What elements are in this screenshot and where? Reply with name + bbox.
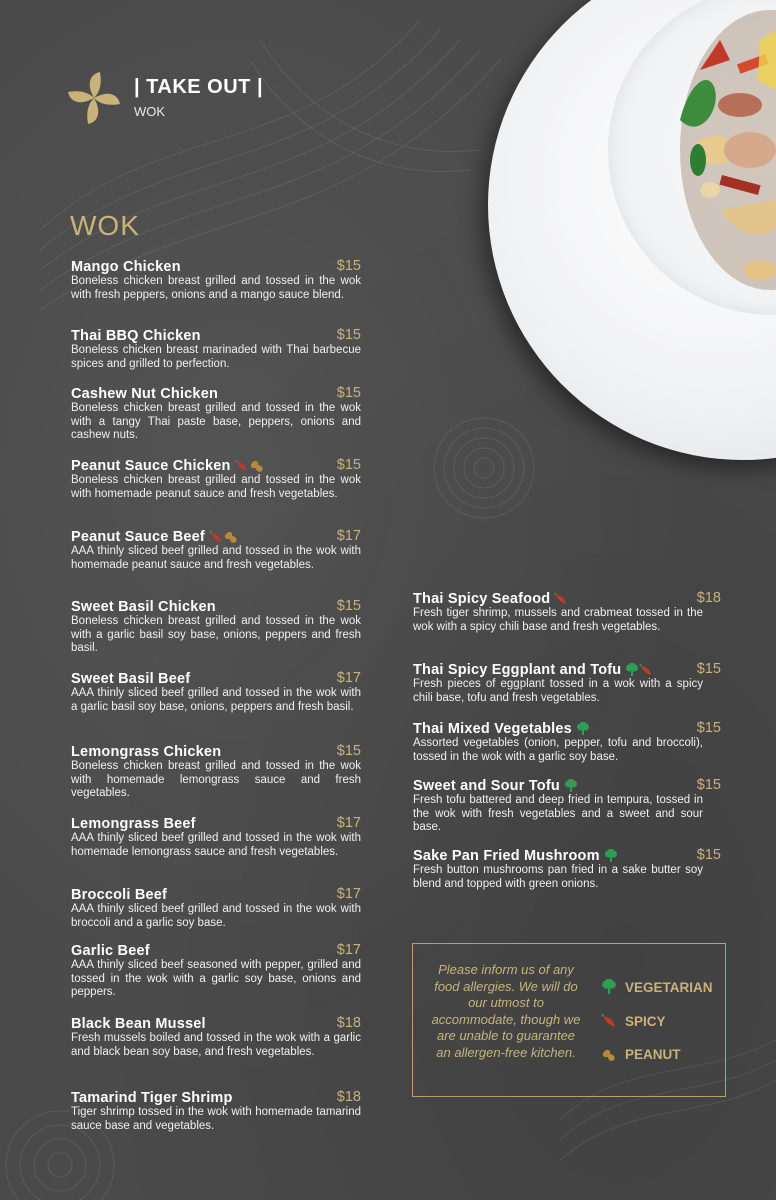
item-price: $15 <box>696 847 721 863</box>
peanut-icon <box>601 1048 617 1062</box>
peanut-icon <box>223 530 239 544</box>
menu-item <box>71 1015 361 1059</box>
allergy-notice-box <box>412 943 726 1097</box>
item-price: $15 <box>336 385 361 401</box>
menu-item <box>71 327 361 371</box>
item-description: Fresh pieces of eggplant tossed in a wok with a spicy chili base, tofu and fresh vegetables. <box>413 678 703 704</box>
pinwheel-logo <box>66 70 122 126</box>
legend-label: PEANUT <box>625 1047 681 1062</box>
item-price: $17 <box>336 942 361 958</box>
spicy-icon <box>235 459 249 473</box>
spicy-icon <box>554 592 568 606</box>
menu-item <box>71 670 361 714</box>
item-name: Peanut Sauce Chicken <box>71 458 231 474</box>
item-description: Fresh mussels boiled and tossed in the wok with a garlic and black bean soy base, and fresh vegetables. <box>71 1032 361 1058</box>
item-name: Thai Spicy Seafood <box>413 591 551 607</box>
item-name: Thai Spicy Eggplant and Tofu <box>413 662 622 678</box>
menu-item <box>413 777 721 835</box>
item-price: $15 <box>696 720 721 736</box>
legend-label: SPICY <box>625 1013 666 1029</box>
menu-item <box>71 528 361 572</box>
item-name: Cashew Nut Chicken <box>71 386 219 402</box>
item-description: AAA thinly sliced beef grilled and tossed in the wok with broccoli and a garlic soy base. <box>71 903 361 929</box>
header-title: | TAKE OUT | <box>134 76 264 98</box>
item-description: Boneless chicken breast grilled and tossed in the wok with homemade lemongrass sauce and fresh vegetables. <box>71 760 361 800</box>
item-description: Fresh tiger shrimp, mussels and crabmeat tossed in the wok with a spicy chili base and fresh vegetables. <box>413 607 703 633</box>
menu-item <box>71 1089 361 1133</box>
item-name: Black Bean Mussel <box>71 1016 206 1032</box>
vegetarian-icon <box>601 979 617 995</box>
item-description: Assorted vegetables (onion, pepper, tofu and broccoli), tossed in the wok with a garlic soy base. <box>413 737 703 763</box>
item-name: Sweet and Sour Tofu <box>413 778 560 794</box>
vegetarian-icon <box>604 849 618 863</box>
item-description: Fresh tofu battered and deep fried in tempura, tossed in the wok with fresh vegetables and a sweet and sour base. <box>413 794 703 834</box>
item-price: $17 <box>336 815 361 831</box>
item-price: $18 <box>336 1089 361 1105</box>
menu-item <box>71 886 361 930</box>
spicy-icon <box>209 530 223 544</box>
item-description: AAA thinly sliced beef seasoned with pepper, grilled and tossed in the wok with a garlic soy base, onions and peppers. <box>71 959 361 999</box>
legend-label: VEGETARIAN <box>625 979 713 995</box>
vegetarian-icon <box>576 722 590 736</box>
vegetarian-icon <box>564 779 578 793</box>
item-price: $17 <box>336 528 361 544</box>
menu-item <box>71 942 361 1000</box>
item-price: $15 <box>696 661 721 677</box>
item-name: Garlic Beef <box>71 943 150 959</box>
item-price: $15 <box>336 327 361 343</box>
menu-item <box>71 385 361 443</box>
legend-vegetarian <box>601 979 713 995</box>
header-subtitle: WOK <box>134 104 166 119</box>
menu-item <box>413 720 721 764</box>
item-name: Thai Mixed Vegetables <box>413 721 572 737</box>
item-price: $17 <box>336 670 361 686</box>
peanut-icon <box>249 459 265 473</box>
item-description: Fresh button mushrooms pan fried in a sake butter soy blend and topped with green onions. <box>413 864 703 890</box>
stir-fry-food-image <box>620 0 776 310</box>
item-name: Peanut Sauce Beef <box>71 529 205 545</box>
item-name: Mango Chicken <box>71 259 181 275</box>
allergy-note: Please inform us of any food allergies. We will do our utmost to accommodate, though we are unable to guarantee an allergen-free kitchen. <box>431 962 581 1060</box>
item-description: AAA thinly sliced beef grilled and tossed in the wok with homemade lemongrass sauce and fresh vegetables. <box>71 832 361 858</box>
vegetarian-icon <box>625 663 639 677</box>
item-price: $17 <box>336 886 361 902</box>
item-price: $15 <box>336 457 361 473</box>
menu-item <box>413 590 721 634</box>
item-description: Boneless chicken breast marinaded with Thai barbecue spices and grilled to perfection. <box>71 344 361 370</box>
menu-item <box>413 847 721 891</box>
item-description: Boneless chicken breast grilled and tossed in the wok with fresh peppers, onions and a mango sauce blend. <box>71 275 361 301</box>
item-name: Sake Pan Fried Mushroom <box>413 848 600 864</box>
item-name: Thai BBQ Chicken <box>71 328 201 344</box>
item-price: $15 <box>696 777 721 793</box>
item-name: Lemongrass Beef <box>71 816 196 832</box>
menu-item <box>71 743 361 801</box>
menu-item <box>71 258 361 302</box>
legend-spicy <box>601 1013 666 1029</box>
item-price: $18 <box>696 590 721 606</box>
menu-item <box>71 598 361 656</box>
item-name: Sweet Basil Chicken <box>71 599 216 615</box>
menu-item <box>413 661 721 705</box>
item-price: $15 <box>336 258 361 274</box>
menu-item <box>71 815 361 859</box>
item-price: $18 <box>336 1015 361 1031</box>
legend-peanut <box>601 1047 681 1062</box>
spicy-icon <box>601 1013 617 1029</box>
item-name: Sweet Basil Beef <box>71 671 191 687</box>
spicy-icon <box>639 663 653 677</box>
item-price: $15 <box>336 598 361 614</box>
menu-item <box>71 457 361 501</box>
item-name: Tamarind Tiger Shrimp <box>71 1090 233 1106</box>
section-title: WOK <box>70 210 140 241</box>
item-description: AAA thinly sliced beef grilled and tossed in the wok with homemade peanut sauce and fresh vegetables. <box>71 545 361 571</box>
item-name: Broccoli Beef <box>71 887 168 903</box>
item-name: Lemongrass Chicken <box>71 744 222 760</box>
item-description: Boneless chicken breast grilled and tossed in the wok with homemade peanut sauce and fresh vegetables. <box>71 474 361 500</box>
item-description: AAA thinly sliced beef grilled and tossed in the wok with a garlic basil soy base, onions, peppers and fresh basil. <box>71 687 361 713</box>
item-price: $15 <box>336 743 361 759</box>
item-description: Tiger shrimp tossed in the wok with homemade tamarind sauce base and vegetables. <box>71 1106 361 1132</box>
item-description: Boneless chicken breast grilled and tossed in the wok with a tangy Thai paste base, peppers, onions and cashew nuts. <box>71 402 361 442</box>
item-description: Boneless chicken breast grilled and tossed in the wok with a garlic basil soy base, onions, peppers and fresh basil. <box>71 615 361 655</box>
